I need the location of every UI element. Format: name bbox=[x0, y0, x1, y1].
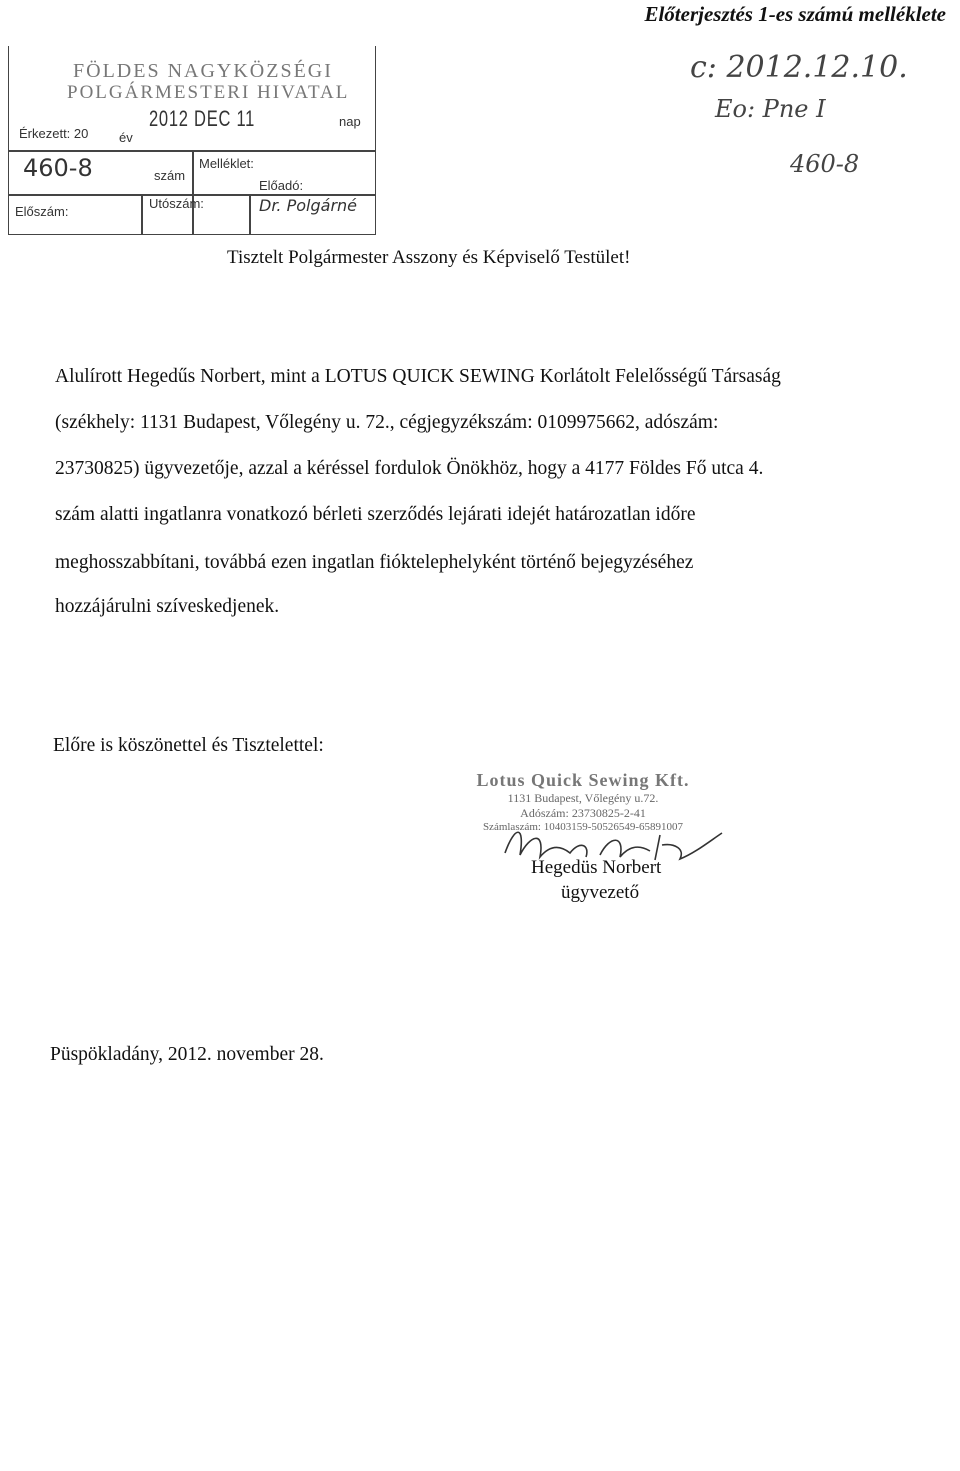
stamp-company-name: Lotus Quick Sewing Kft. bbox=[476, 770, 690, 790]
registry-stamp bbox=[8, 46, 376, 235]
handwritten-date: c: 2012.12.10. bbox=[690, 50, 908, 85]
stamp-melleklet-label: Melléklet: bbox=[199, 156, 254, 171]
stamp-company-address: 1131 Budapest, Vőlegény u.72. bbox=[507, 791, 659, 805]
paragraph-line: Alulírott Hegedűs Norbert, mint a LOTUS QUICK SEWING Korlátolt Felelősségű Társaság bbox=[55, 366, 781, 387]
paragraph-line: 23730825) ügyvezetője, azzal a kéréssel fordulok Önökhöz, hogy a 4177 Földes Fő utca 4. bbox=[55, 458, 764, 479]
stamp-utoszam-label: Utószám: bbox=[149, 196, 204, 211]
stamp-number-value: 460-8 bbox=[23, 154, 93, 182]
place-date: Püspökladány, 2012. november 28. bbox=[50, 1044, 324, 1065]
signatory-name: Hegedüs Norbert bbox=[531, 857, 662, 878]
stamp-institution-line2: POLGÁRMESTERI HIVATAL bbox=[67, 82, 350, 103]
stamp-institution-line1: FÖLDES NAGYKÖZSÉGI bbox=[73, 60, 333, 82]
stamp-divider bbox=[249, 194, 251, 234]
paragraph-line: hozzájárulni szíveskedjenek. bbox=[55, 596, 280, 617]
handwritten-number: 460-8 bbox=[790, 150, 860, 178]
attachment-label: Előterjesztés 1-es számú melléklete bbox=[644, 2, 946, 26]
closing-line: Előre is köszönettel és Tisztelettel: bbox=[53, 735, 324, 756]
stamp-szam-label: szám bbox=[154, 168, 186, 183]
salutation: Tisztelt Polgármester Asszony és Képviselő Testület! bbox=[227, 247, 631, 268]
stamp-divider bbox=[141, 194, 143, 234]
stamp-company-bank: Számlaszám: 10403159-50526549-65891007 bbox=[482, 821, 684, 833]
stamp-company-tax: Adószám: 23730825-2-41 bbox=[520, 806, 646, 820]
stamp-divider bbox=[192, 150, 194, 234]
stamp-received-label: Érkezett: 20 bbox=[19, 126, 89, 141]
stamp-received-date: 2012 DEC 11 bbox=[149, 106, 256, 131]
stamp-eloado-label: Előadó: bbox=[259, 178, 304, 193]
stamp-eloszam-label: Előszám: bbox=[15, 204, 69, 219]
paragraph-line: meghosszabbítani, továbbá ezen ingatlan fióktelephelyként történő bejegyzéséhez bbox=[55, 552, 694, 573]
stamp-nap-label: nap bbox=[339, 114, 361, 129]
stamp-eloado-value: Dr. Polgárné bbox=[259, 196, 358, 215]
paragraph-line: (székhely: 1131 Budapest, Vőlegény u. 72., cégjegyzékszám: 0109975662, adószám: bbox=[55, 412, 719, 433]
signatory-role: ügyvezető bbox=[561, 882, 640, 903]
stamp-ev-label: év bbox=[119, 130, 133, 145]
handwritten-note: Eo: Pne I bbox=[715, 95, 826, 123]
paragraph-line: szám alatti ingatlanra vonatkozó bérleti szerződés lejárati idejét határozatlan időre bbox=[55, 504, 696, 525]
